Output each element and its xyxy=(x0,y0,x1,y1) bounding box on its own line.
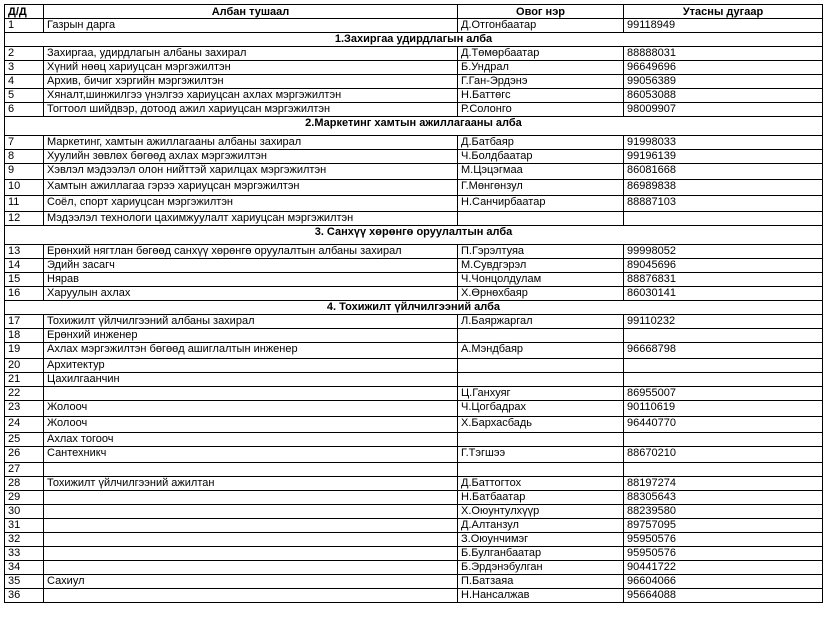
table-row xyxy=(5,315,823,329)
row-number: 14 xyxy=(5,259,44,273)
staff-table xyxy=(4,4,823,603)
position-cell: Тогтоол шийдвэр, дотоод ажил хариуцсан мэргэжилтэн xyxy=(44,103,458,117)
phone-cell: 86081668 xyxy=(624,164,823,180)
position-cell xyxy=(44,547,458,561)
table-row xyxy=(5,505,823,519)
row-number: 2 xyxy=(5,47,44,61)
row-number: 33 xyxy=(5,547,44,561)
phone-cell xyxy=(624,329,823,343)
position-cell: Захиргаа, удирдлагын албаны захирал xyxy=(44,47,458,61)
phone-cell: 95664088 xyxy=(624,589,823,603)
table-row xyxy=(5,433,823,447)
row-number: 27 xyxy=(5,463,44,477)
section-title: 4. Тохижилт үйлчилгээний алба xyxy=(5,301,823,315)
table-row xyxy=(5,245,823,259)
section-title: 2.Маркетинг хамтын ажиллагааны алба xyxy=(5,117,823,136)
table-row xyxy=(5,343,823,359)
table-row xyxy=(5,19,823,33)
name-cell xyxy=(458,433,624,447)
row-number: 20 xyxy=(5,359,44,373)
position-cell: Жолооч xyxy=(44,417,458,433)
phone-cell: 88876831 xyxy=(624,273,823,287)
row-number: 32 xyxy=(5,533,44,547)
position-cell xyxy=(44,387,458,401)
name-cell: А.Мэндбаяр xyxy=(458,343,624,359)
name-cell xyxy=(458,359,624,373)
phone-cell: 96668798 xyxy=(624,343,823,359)
phone-cell: 99998052 xyxy=(624,245,823,259)
name-cell: Д.Алтанзул xyxy=(458,519,624,533)
name-cell xyxy=(458,373,624,387)
position-cell: Архив, бичиг хэргийн мэргэжилтэн xyxy=(44,75,458,89)
section-header-row xyxy=(5,301,823,315)
row-number: 10 xyxy=(5,180,44,196)
position-cell: Мэдээлэл технологи цахимжуулалт хариуцсан мэргэжилтэн xyxy=(44,212,458,226)
position-cell xyxy=(44,519,458,533)
row-number: 24 xyxy=(5,417,44,433)
phone-cell: 86955007 xyxy=(624,387,823,401)
position-cell: Хэвлэл мэдээлэл олон нийттэй харилцах мэргэжилтэн xyxy=(44,164,458,180)
table-row xyxy=(5,575,823,589)
row-number: 11 xyxy=(5,196,44,212)
position-cell xyxy=(44,463,458,477)
phone-cell: 99196139 xyxy=(624,150,823,164)
phone-cell xyxy=(624,373,823,387)
name-cell xyxy=(458,329,624,343)
table-row xyxy=(5,447,823,463)
name-cell: Х.Өрнөхбаяр xyxy=(458,287,624,301)
name-cell: Л.Баяржаргал xyxy=(458,315,624,329)
table-row xyxy=(5,103,823,117)
position-cell xyxy=(44,505,458,519)
row-number: 8 xyxy=(5,150,44,164)
row-number: 31 xyxy=(5,519,44,533)
position-cell: Маркетинг, хамтын ажиллагааны албаны захирал xyxy=(44,136,458,150)
name-cell: Б.Булганбаатар xyxy=(458,547,624,561)
position-cell: Цахилгаанчин xyxy=(44,373,458,387)
phone-cell: 89045696 xyxy=(624,259,823,273)
phone-cell: 86053088 xyxy=(624,89,823,103)
phone-cell: 95950576 xyxy=(624,547,823,561)
section-header-row xyxy=(5,117,823,136)
header-position: Албан тушаал xyxy=(44,5,458,19)
row-number: 13 xyxy=(5,245,44,259)
position-cell: Ахлах тогооч xyxy=(44,433,458,447)
name-cell: М.Сувдгэрэл xyxy=(458,259,624,273)
table-row xyxy=(5,491,823,505)
row-number: 34 xyxy=(5,561,44,575)
name-cell xyxy=(458,212,624,226)
name-cell: Н.Батбаатар xyxy=(458,491,624,505)
position-cell: Соёл, спорт хариуцсан мэргэжилтэн xyxy=(44,196,458,212)
position-cell xyxy=(44,491,458,505)
position-cell: Тохижилт үйлчилгээний ажилтан xyxy=(44,477,458,491)
position-cell: Ерөнхий нягтлан бөгөөд санхүү хөрөнгө оруулалтын албаны захирал xyxy=(44,245,458,259)
phone-cell: 88197274 xyxy=(624,477,823,491)
table-row xyxy=(5,417,823,433)
position-cell: Сахиул xyxy=(44,575,458,589)
position-cell: Ахлах мэргэжилтэн бөгөөд ашиглалтын инженер xyxy=(44,343,458,359)
row-number: 22 xyxy=(5,387,44,401)
name-cell: Н.Нансалжав xyxy=(458,589,624,603)
table-row xyxy=(5,373,823,387)
position-cell: Эдийн засагч xyxy=(44,259,458,273)
phone-cell: 99056389 xyxy=(624,75,823,89)
phone-cell: 88239580 xyxy=(624,505,823,519)
table-row xyxy=(5,212,823,226)
row-number: 7 xyxy=(5,136,44,150)
row-number: 4 xyxy=(5,75,44,89)
row-number: 16 xyxy=(5,287,44,301)
row-number: 9 xyxy=(5,164,44,180)
position-cell: Сантехникч xyxy=(44,447,458,463)
phone-cell xyxy=(624,212,823,226)
staff-directory xyxy=(4,4,823,603)
phone-cell: 99118949 xyxy=(624,19,823,33)
header-number: Д/Д xyxy=(5,5,44,19)
position-cell: Нярав xyxy=(44,273,458,287)
phone-cell: 88887103 xyxy=(624,196,823,212)
table-row xyxy=(5,259,823,273)
phone-cell: 95950576 xyxy=(624,533,823,547)
table-row xyxy=(5,561,823,575)
position-cell: Хүний нөөц хариуцсан мэргэжилтэн xyxy=(44,61,458,75)
row-number: 19 xyxy=(5,343,44,359)
name-cell: Д.Батбаяр xyxy=(458,136,624,150)
position-cell: Ерөнхий инженер xyxy=(44,329,458,343)
phone-cell: 91998033 xyxy=(624,136,823,150)
row-number: 15 xyxy=(5,273,44,287)
table-row xyxy=(5,533,823,547)
position-cell: Хяналт,шинжилгээ үнэлгээ хариуцсан ахлах мэргэжилтэн xyxy=(44,89,458,103)
table-row xyxy=(5,477,823,491)
name-cell: Д.Баттогтох xyxy=(458,477,624,491)
position-cell xyxy=(44,561,458,575)
name-cell: Ч.Болдбаатар xyxy=(458,150,624,164)
row-number: 35 xyxy=(5,575,44,589)
row-number: 26 xyxy=(5,447,44,463)
phone-cell: 88670210 xyxy=(624,447,823,463)
name-cell: Р.Солонго xyxy=(458,103,624,117)
section-title: 1.Захиргаа удирдлагын алба xyxy=(5,33,823,47)
phone-cell: 96440770 xyxy=(624,417,823,433)
row-number: 5 xyxy=(5,89,44,103)
table-row xyxy=(5,387,823,401)
name-cell: З.Оюунчимэг xyxy=(458,533,624,547)
row-number: 12 xyxy=(5,212,44,226)
row-number: 18 xyxy=(5,329,44,343)
table-row xyxy=(5,519,823,533)
position-cell: Хуулийн зөвлөх бөгөөд ахлах мэргэжилтэн xyxy=(44,150,458,164)
name-cell: Х.Оюунтулхүүр xyxy=(458,505,624,519)
phone-cell: 90441722 xyxy=(624,561,823,575)
table-row xyxy=(5,196,823,212)
table-row xyxy=(5,329,823,343)
section-header-row xyxy=(5,226,823,245)
position-cell: Газрын дарга xyxy=(44,19,458,33)
name-cell xyxy=(458,463,624,477)
table-row xyxy=(5,547,823,561)
row-number: 21 xyxy=(5,373,44,387)
table-row xyxy=(5,180,823,196)
name-cell: Г.Тэгшээ xyxy=(458,447,624,463)
name-cell: М.Цэцэгмаа xyxy=(458,164,624,180)
row-number: 36 xyxy=(5,589,44,603)
phone-cell: 86989838 xyxy=(624,180,823,196)
name-cell: Х.Бархасбадь xyxy=(458,417,624,433)
phone-cell: 96604066 xyxy=(624,575,823,589)
phone-cell xyxy=(624,433,823,447)
row-number: 30 xyxy=(5,505,44,519)
position-cell: Тохижилт үйлчилгээний албаны захирал xyxy=(44,315,458,329)
name-cell: Н.Баттөгс xyxy=(458,89,624,103)
phone-cell xyxy=(624,359,823,373)
name-cell: П.Гэрэлтуяа xyxy=(458,245,624,259)
row-number: 1 xyxy=(5,19,44,33)
position-cell: Жолооч xyxy=(44,401,458,417)
row-number: 23 xyxy=(5,401,44,417)
position-cell xyxy=(44,589,458,603)
table-row xyxy=(5,61,823,75)
phone-cell xyxy=(624,463,823,477)
table-row xyxy=(5,164,823,180)
table-row xyxy=(5,89,823,103)
table-row xyxy=(5,589,823,603)
section-header-row xyxy=(5,33,823,47)
table-row xyxy=(5,47,823,61)
position-cell: Харуулын ахлах xyxy=(44,287,458,301)
header-name: Овог нэр xyxy=(458,5,624,19)
table-row xyxy=(5,150,823,164)
position-cell: Хамтын ажиллагаа гэрээ хариуцсан мэргэжилтэн xyxy=(44,180,458,196)
phone-cell: 86030141 xyxy=(624,287,823,301)
phone-cell: 88305643 xyxy=(624,491,823,505)
table-row xyxy=(5,463,823,477)
name-cell: П.Батзаяа xyxy=(458,575,624,589)
table-body xyxy=(5,19,823,603)
table-row xyxy=(5,359,823,373)
phone-cell: 99110232 xyxy=(624,315,823,329)
header-phone: Утасны дугаар xyxy=(624,5,823,19)
position-cell xyxy=(44,533,458,547)
phone-cell: 89757095 xyxy=(624,519,823,533)
position-cell: Архитектур xyxy=(44,359,458,373)
table-row xyxy=(5,273,823,287)
row-number: 29 xyxy=(5,491,44,505)
table-row xyxy=(5,136,823,150)
row-number: 28 xyxy=(5,477,44,491)
phone-cell: 98009907 xyxy=(624,103,823,117)
name-cell: Г.Мөнгөнзул xyxy=(458,180,624,196)
header-row xyxy=(5,5,823,19)
name-cell: Д.Төмөрбаатар xyxy=(458,47,624,61)
name-cell: Ц.Ганхуяг xyxy=(458,387,624,401)
name-cell: Ч.Чонцолдулам xyxy=(458,273,624,287)
phone-cell: 88888031 xyxy=(624,47,823,61)
phone-cell: 96649696 xyxy=(624,61,823,75)
row-number: 6 xyxy=(5,103,44,117)
name-cell: Б.Эрдэнэбулган xyxy=(458,561,624,575)
row-number: 17 xyxy=(5,315,44,329)
name-cell: Б.Ундрал xyxy=(458,61,624,75)
row-number: 25 xyxy=(5,433,44,447)
table-row xyxy=(5,75,823,89)
phone-cell: 90110619 xyxy=(624,401,823,417)
table-row xyxy=(5,287,823,301)
name-cell: Г.Ган-Эрдэнэ xyxy=(458,75,624,89)
section-title: 3. Санхүү хөрөнгө оруулалтын алба xyxy=(5,226,823,245)
name-cell: Н.Санчирбаатар xyxy=(458,196,624,212)
name-cell: Ч.Цогбадрах xyxy=(458,401,624,417)
name-cell: Д.Отгонбаатар xyxy=(458,19,624,33)
table-row xyxy=(5,401,823,417)
row-number: 3 xyxy=(5,61,44,75)
